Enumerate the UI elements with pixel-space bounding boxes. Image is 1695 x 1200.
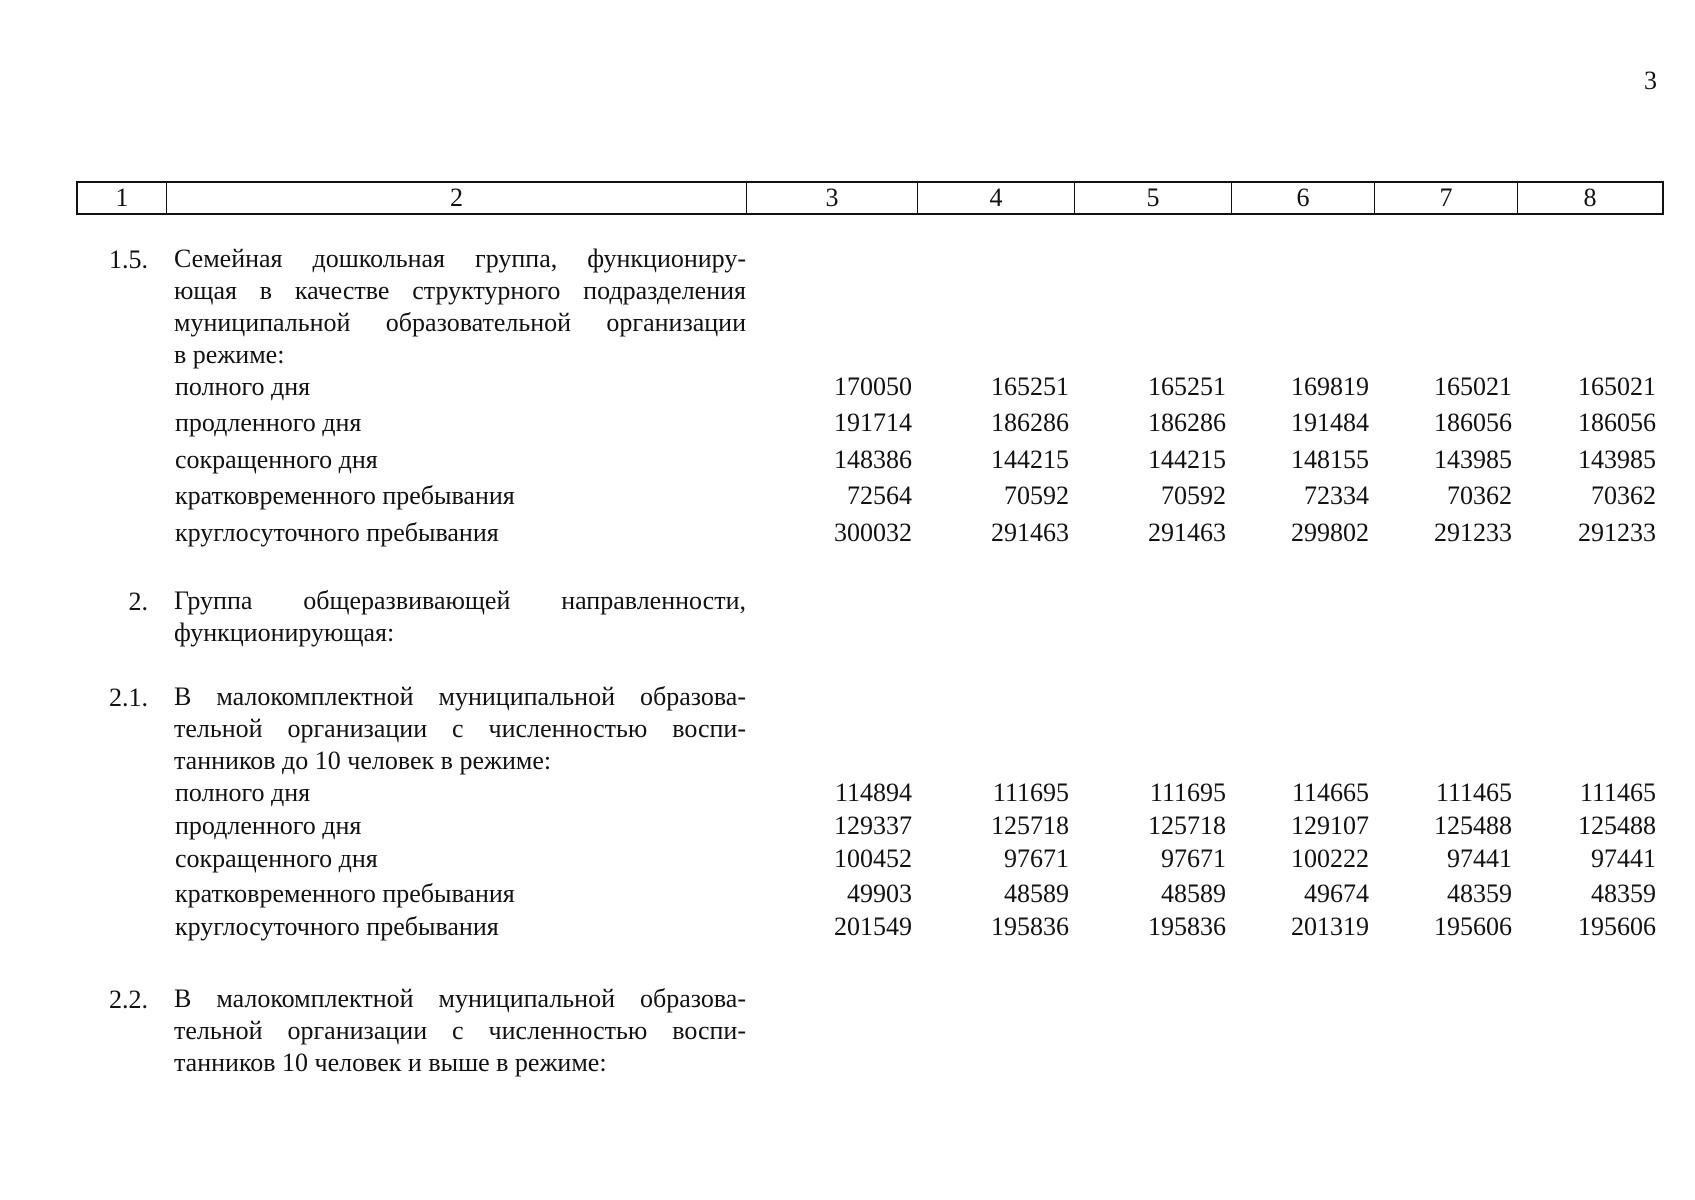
header-cell: 3: [747, 183, 918, 213]
header-cell: 7: [1375, 183, 1518, 213]
row-value: 48589: [1004, 879, 1069, 908]
table-row: [0, 809, 1695, 843]
row-value: 70362: [1447, 481, 1512, 510]
row-value: 70362: [1591, 481, 1656, 510]
row-value: 72334: [1304, 481, 1369, 510]
row-value: 186286: [1148, 408, 1226, 437]
description-line: В малокомплектной муниципальной образова-: [174, 984, 746, 1013]
row-value: 300032: [834, 518, 912, 547]
row-value: 70592: [1161, 481, 1226, 510]
row-label: круглосуточного пребывания: [175, 912, 499, 941]
description-line: тельной организации с численностью воспи-: [174, 1016, 746, 1045]
row-value: 165021: [1578, 372, 1656, 401]
row-label: сокращенного дня: [175, 445, 378, 474]
description-line: функционирующая:: [174, 618, 395, 647]
row-label: сокращенного дня: [175, 844, 378, 873]
table-row: [0, 443, 1695, 477]
row-value: 48359: [1447, 879, 1512, 908]
row-value: 111465: [1435, 778, 1512, 807]
description-line: танников до 10 человек в режиме:: [174, 746, 552, 775]
section-number: 2.2.: [109, 985, 148, 1014]
row-value: 143985: [1434, 445, 1512, 474]
row-value: 48589: [1161, 879, 1226, 908]
row-value: 291463: [991, 518, 1069, 547]
row-label: продленного дня: [175, 811, 362, 840]
row-label: кратковременного пребывания: [175, 481, 515, 510]
row-value: 165251: [1148, 372, 1226, 401]
page-number: 3: [1644, 66, 1657, 95]
table-row: [0, 370, 1695, 404]
table-row: [0, 516, 1695, 550]
row-value: 129107: [1291, 811, 1369, 840]
header-cell: 6: [1232, 183, 1375, 213]
row-value: 143985: [1578, 445, 1656, 474]
row-value: 191714: [834, 408, 912, 437]
description-line: Группа общеразвивающей направленности,: [174, 586, 746, 615]
section-number: 2.1.: [109, 683, 148, 712]
row-value: 97441: [1447, 844, 1512, 873]
row-value: 186056: [1578, 408, 1656, 437]
row-value: 191484: [1291, 408, 1369, 437]
row-value: 148155: [1291, 445, 1369, 474]
row-value: 201549: [834, 912, 912, 941]
row-value: 169819: [1291, 372, 1369, 401]
row-value: 114894: [834, 778, 912, 807]
row-value: 97671: [1161, 844, 1226, 873]
row-value: 148386: [834, 445, 912, 474]
section-description: [174, 983, 746, 1079]
row-value: 49674: [1304, 879, 1369, 908]
row-value: 100222: [1291, 844, 1369, 873]
table-row: [0, 406, 1695, 440]
row-value: 195836: [1148, 912, 1226, 941]
row-value: 125718: [1148, 811, 1226, 840]
row-value: 195836: [991, 912, 1069, 941]
row-value: 144215: [991, 445, 1069, 474]
section-description: [174, 243, 746, 371]
description-line: танников 10 человек и выше в режиме:: [174, 1048, 607, 1077]
row-value: 144215: [1148, 445, 1226, 474]
row-value: 48359: [1591, 879, 1656, 908]
row-value: 299802: [1291, 518, 1369, 547]
column-number-header: [76, 181, 1664, 215]
row-value: 170050: [834, 372, 912, 401]
row-value: 70592: [1004, 481, 1069, 510]
section-description: [174, 681, 746, 777]
section-number: 2.: [128, 587, 148, 616]
section-description: [174, 585, 746, 649]
table-row: [0, 842, 1695, 876]
table-row: [0, 776, 1695, 810]
row-value: 195606: [1578, 912, 1656, 941]
row-value: 291463: [1148, 518, 1226, 547]
row-value: 100452: [834, 844, 912, 873]
row-value: 186056: [1434, 408, 1512, 437]
description-line: муниципальной образовательной организации: [174, 308, 746, 337]
header-cell: 1: [78, 183, 167, 213]
row-value: 97441: [1591, 844, 1656, 873]
row-value: 111465: [1579, 778, 1656, 807]
row-value: 201319: [1291, 912, 1369, 941]
description-line: тельной организации с численностью воспи-: [174, 714, 746, 743]
row-label: полного дня: [175, 778, 311, 807]
row-value: 186286: [991, 408, 1069, 437]
row-value: 195606: [1434, 912, 1512, 941]
row-value: 111695: [1149, 778, 1226, 807]
row-value: 114665: [1291, 778, 1369, 807]
header-cell: 8: [1583, 183, 1597, 212]
row-value: 291233: [1578, 518, 1656, 547]
header-cell: 4: [918, 183, 1075, 213]
description-line: ющая в качестве структурного подразделения: [174, 276, 746, 305]
row-label: кратковременного пребывания: [175, 879, 515, 908]
row-label: полного дня: [175, 372, 311, 401]
row-value: 129337: [834, 811, 912, 840]
table-row: [0, 910, 1695, 944]
row-value: 291233: [1434, 518, 1512, 547]
row-label: продленного дня: [175, 408, 362, 437]
row-value: 125488: [1578, 811, 1656, 840]
table-row: [0, 479, 1695, 513]
row-label: круглосуточного пребывания: [175, 518, 499, 547]
description-line: В малокомплектной муниципальной образова-: [174, 682, 746, 711]
description-line: в режиме:: [174, 340, 285, 369]
row-value: 125488: [1434, 811, 1512, 840]
row-value: 125718: [991, 811, 1069, 840]
table-row: [0, 877, 1695, 911]
row-value: 165021: [1434, 372, 1512, 401]
header-cell: 5: [1075, 183, 1232, 213]
section-number: 1.5.: [109, 245, 148, 274]
row-value: 165251: [991, 372, 1069, 401]
row-value: 49903: [847, 879, 912, 908]
row-value: 97671: [1004, 844, 1069, 873]
row-value: 111695: [992, 778, 1069, 807]
header-cell: 2: [167, 183, 747, 213]
row-value: 72564: [847, 481, 912, 510]
description-line: Семейная дошкольная группа, функциониру-: [174, 244, 746, 273]
